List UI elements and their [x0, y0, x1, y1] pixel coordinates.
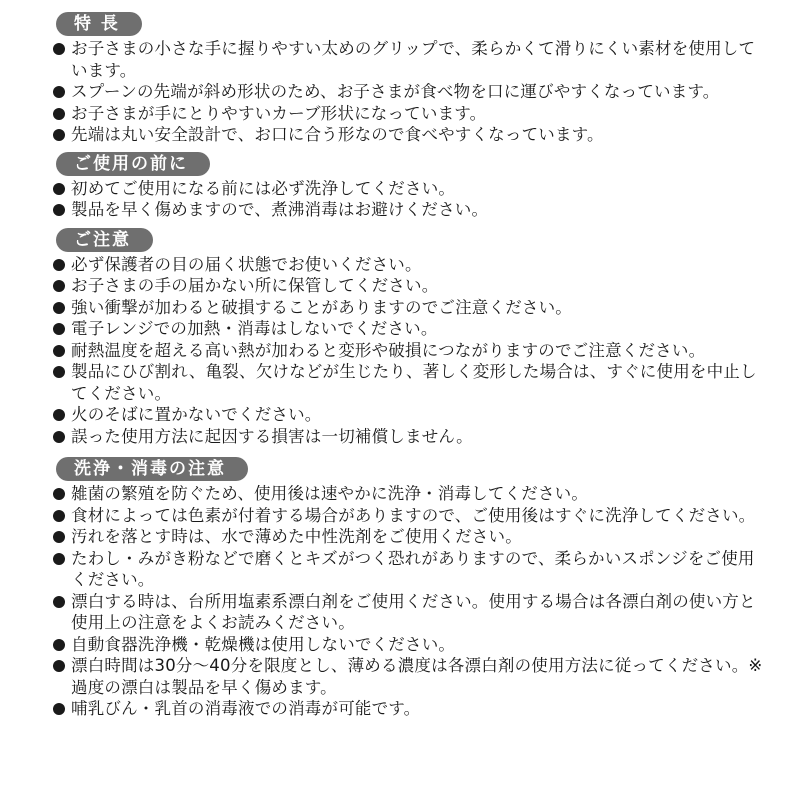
- list-item: 強い衝撃が加わると破損することがありますのでご注意ください。: [52, 297, 770, 319]
- list-item: 耐熱温度を超える高い熱が加わると変形や破損につながりますのでご注意ください。: [52, 340, 770, 362]
- features-list: [52, 38, 770, 146]
- cleaning-list: [52, 483, 770, 720]
- list-item: 電子レンジでの加熱・消毒はしないでください。: [52, 318, 770, 340]
- list-item: 食材によっては色素が付着する場合がありますので、ご使用後はすぐに洗浄してください。: [52, 505, 770, 527]
- list-item: 汚れを落とす時は、水で薄めた中性洗剤をご使用ください。: [52, 526, 770, 548]
- list-item: スプーンの先端が斜め形状のため、お子さまが食べ物を口に運びやすくなっています。: [52, 81, 770, 103]
- list-item: 製品にひび割れ、亀裂、欠けなどが生じたり、著しく変形した場合は、すぐに使用を中止してください。: [52, 361, 770, 404]
- list-item: 自動食器洗浄機・乾燥機は使用しないでください。: [52, 634, 770, 656]
- list-item: 製品を早く傷めますので、煮沸消毒はお避けください。: [52, 199, 770, 221]
- section-heading-cautions: ご注意: [56, 228, 153, 252]
- section-heading-before-use: ご使用の前に: [56, 152, 210, 176]
- section-heading-features: 特 長: [56, 12, 142, 36]
- list-item: 初めてご使用になる前には必ず洗浄してください。: [52, 178, 770, 200]
- section-cleaning: [52, 455, 770, 720]
- section-heading-cleaning: 洗浄・消毒の注意: [56, 457, 248, 481]
- list-item: お子さまの手の届かない所に保管してください。: [52, 275, 770, 297]
- list-item: たわし・みがき粉などで磨くとキズがつく恐れがありますので、柔らかいスポンジをご使用ください。: [52, 548, 770, 591]
- list-item: 先端は丸い安全設計で、お口に合う形なので食べやすくなっています。: [52, 124, 770, 146]
- cautions-list: [52, 254, 770, 448]
- list-item: 哺乳びん・乳首の消毒液での消毒が可能です。: [52, 698, 770, 720]
- section-cautions: [52, 226, 770, 448]
- section-before-use: [52, 150, 770, 221]
- list-item: 誤った使用方法に起因する損害は一切補償しません。: [52, 426, 770, 448]
- list-item: お子さまの小さな手に握りやすい太めのグリップで、柔らかくて滑りにくい素材を使用しています。: [52, 38, 770, 81]
- list-item: 必ず保護者の目の届く状態でお使いください。: [52, 254, 770, 276]
- list-item: 漂白時間は30分～40分を限度とし、薄める濃度は各漂白剤の使用方法に従ってください。※過度の漂白は製品を早く傷めます。: [52, 655, 770, 698]
- list-item: お子さまが手にとりやすいカーブ形状になっています。: [52, 103, 770, 125]
- list-item: 火のそばに置かないでください。: [52, 404, 770, 426]
- list-item: 雑菌の繁殖を防ぐため、使用後は速やかに洗浄・消毒してください。: [52, 483, 770, 505]
- list-item: 漂白する時は、台所用塩素系漂白剤をご使用ください。使用する場合は各漂白剤の使い方と使用上の注意をよくお読みください。: [52, 591, 770, 634]
- section-features: [52, 10, 770, 146]
- before-use-list: [52, 178, 770, 221]
